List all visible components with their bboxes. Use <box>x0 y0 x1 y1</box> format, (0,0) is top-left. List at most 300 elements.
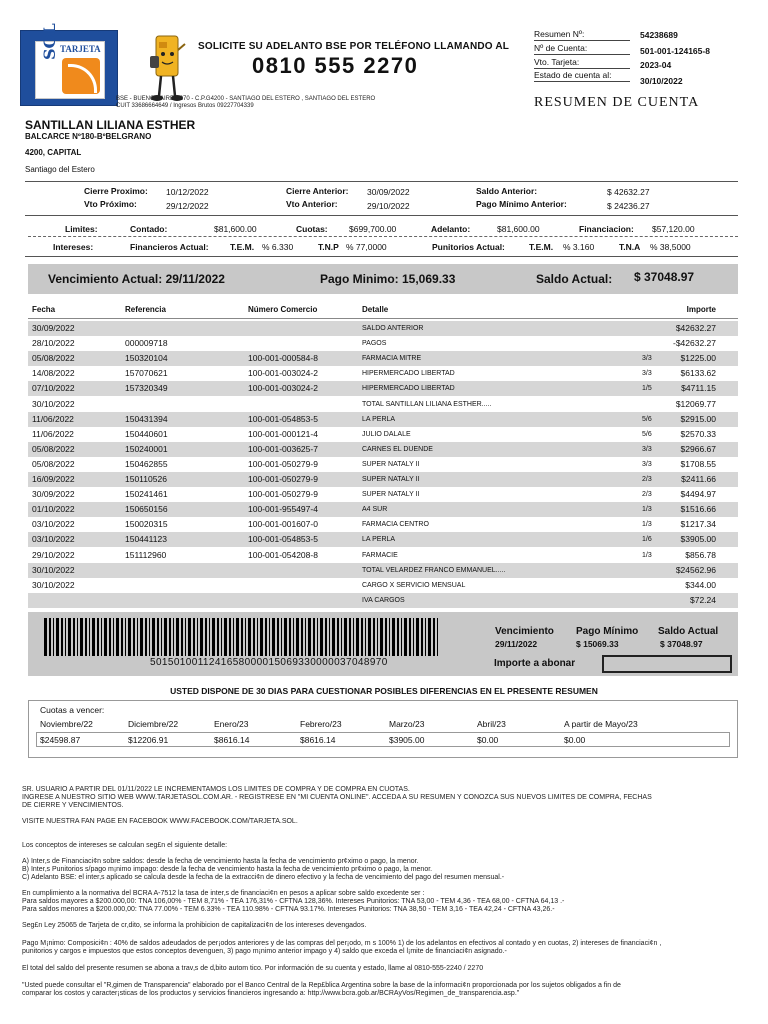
barcode-bar <box>77 618 78 656</box>
tarjeta-sol-logo <box>20 23 118 106</box>
barcode-bar <box>101 618 102 656</box>
row-referencia: 150320104 <box>125 353 168 364</box>
barcode-bar <box>269 618 270 656</box>
barcode-bar <box>277 618 279 656</box>
barcode-bar <box>133 618 135 656</box>
row-detalle: TOTAL SANTILLAN LILIANA ESTHER..... <box>362 400 492 408</box>
saldo-actual: $ 37048.97 <box>634 270 695 284</box>
barcode-bar <box>169 618 171 656</box>
barcode-bar <box>68 618 71 656</box>
table-row <box>28 366 738 381</box>
tna-value: % 38,5000 <box>650 242 691 252</box>
row-cuota: 3/3 <box>642 370 652 378</box>
tem-value: % 6.330 <box>262 242 294 252</box>
row-detalle: HIPERMERCADO LIBERTAD <box>362 370 455 378</box>
table-row <box>28 502 738 517</box>
barcode-bar <box>236 618 239 656</box>
row-detalle: SUPER NATALY II <box>362 476 420 483</box>
pago-minimo-actual: Pago Minimo: 15,069.33 <box>320 272 456 286</box>
row-referencia: 150441123 <box>125 534 167 545</box>
barcode-bar <box>61 618 63 656</box>
barcode-number: 5015010011241658000015069330000037048970 <box>150 657 388 668</box>
barcode-bar <box>409 618 411 656</box>
footer-line: El total del saldo del presente resumen se abona a trav‚s de d‚bito autom tico. Por información de su cuenta y estado, llame al 0810-555-2240 / 2270 <box>22 965 484 972</box>
barcode-bar <box>361 618 363 656</box>
row-importe: $6133.62 <box>680 368 716 379</box>
row-fecha: 11/06/2022 <box>32 413 74 424</box>
row-comercio: 100-001-955497-4 <box>248 504 318 515</box>
saldo-anterior: $ 42632.27 <box>607 187 650 197</box>
row-fecha: 30/10/2022 <box>32 398 75 409</box>
dispute-notice: USTED DISPONE DE 30 DIAS PARA CUESTIONAR POSIBLES DIFERENCIAS EN EL PRESENTE RESUMEN <box>170 686 598 696</box>
footer-line: Para saldos mayores a $200.000,00: TNA 106,00% - TEM 8,71% - TEA 176,31% - CFTNA 128,36%. Intereses Punitorios: TNA 53,00 - TEM 4,36 - TEA 68,00 - CFTNA 64,13 .- <box>22 898 565 905</box>
table-row <box>28 381 738 396</box>
row-importe: $24562.96 <box>675 564 716 575</box>
cierre-anterior: 30/09/2022 <box>367 187 410 197</box>
barcode-bar <box>229 618 231 656</box>
intereses-label: Intereses: <box>53 242 94 252</box>
footer-line: INGRESE A NUESTRO SITIO WEB WWW.TARJETASOL.COM.AR. - REGISTRESE EN "MI CUENTA ONLINE". ACCEDA A SU RESUMEN Y CONOZCA SUS NUEVOS LIMITES DE COMPRA, FECHAS <box>22 794 652 801</box>
barcode-bar <box>164 618 167 656</box>
row-comercio: 100-001-050279-9 <box>248 458 318 469</box>
barcode-bar <box>397 618 399 656</box>
row-cuota: 5/6 <box>642 430 652 438</box>
row-fecha: 05/08/2022 <box>32 458 75 469</box>
barcode-bar <box>185 618 186 656</box>
barcode-bar <box>245 618 246 656</box>
row-comercio: 100-001-000121-4 <box>248 428 318 439</box>
table-row <box>28 427 738 442</box>
row-importe: $2411.66 <box>681 474 716 484</box>
footer-line: Pago M¡nimo: Composici¢n : 40% de saldos adeudados de per¡odos anteriores y de las compras del per¡odo, m s 100% 1) de los adelantos en efectivos al contado y en cuotas, 2) intereses de financiaci¢n , <box>22 940 662 947</box>
row-importe: $2570.33 <box>680 428 716 439</box>
row-comercio: 100-001-003024-2 <box>248 368 318 379</box>
footer-line: Seg£n Ley 25065 de Tarjeta de cr‚dito, se informa la prohibicion de capitalizaci¢n de los intereses devengados. <box>22 922 367 929</box>
barcode-bar <box>253 618 255 656</box>
footer-line: "Usted puede consultar el "R‚gimen de Transparencia" elaborado por el Banco Central de la Rep£blica Argentina sobre la base de la informaci¢n proporcionada por los sujetos obligados a fin de <box>22 982 621 989</box>
tnp-value: % 77,0000 <box>346 242 387 252</box>
barcode-bar <box>205 618 207 656</box>
table-row <box>28 457 738 472</box>
row-cuota: 1/3 <box>642 506 652 514</box>
barcode-bar <box>325 618 327 656</box>
importe-abonar-label: Importe a abonar <box>494 658 576 669</box>
cuotas-title: Cuotas a vencer: <box>40 705 105 715</box>
row-referencia: 157320349 <box>125 383 168 394</box>
row-fecha: 05/08/2022 <box>32 353 75 364</box>
barcode-bar <box>173 618 174 656</box>
tna-label: T.N.A <box>619 242 641 252</box>
barcode-bar <box>56 618 59 656</box>
pay-pago-minimo-label: Pago Mínimo <box>576 626 639 637</box>
barcode-bar <box>73 618 75 656</box>
row-importe: $12069.77 <box>675 398 716 409</box>
row-importe: $1225.00 <box>680 353 716 364</box>
row-cuota: 3/3 <box>642 460 652 468</box>
barcode-bar <box>353 618 354 656</box>
cuota-month: Diciembre/22 <box>128 719 179 729</box>
row-fecha: 01/10/2022 <box>32 504 75 515</box>
row-comercio: 100-001-001607-0 <box>248 519 318 530</box>
barcode-bar <box>85 618 87 656</box>
current-status-band <box>28 264 738 294</box>
row-detalle: FARMACIA CENTRO <box>362 521 429 529</box>
barcode-bar <box>344 618 347 656</box>
pay-saldo: $ 37048.97 <box>660 639 703 649</box>
cuota-month: Febrero/23 <box>300 719 342 729</box>
card-expiry-label: Vto. Tarjeta: <box>534 57 580 67</box>
barcode-bar <box>272 618 275 656</box>
barcode-bar <box>380 618 383 656</box>
row-fecha: 30/10/2022 <box>32 579 75 590</box>
barcode-bar <box>329 618 330 656</box>
barcode-bar <box>224 618 227 656</box>
cuota-amount: $0.00 <box>564 735 586 745</box>
row-cuota: 5/6 <box>642 415 652 423</box>
row-referencia: 150110526 <box>125 474 167 484</box>
card-mascot-icon <box>148 30 188 104</box>
row-comercio: 100-001-054208-8 <box>248 549 318 560</box>
barcode-bar <box>80 618 83 656</box>
barcode-bar <box>140 618 143 656</box>
cuota-month: Abril/23 <box>477 719 506 729</box>
footer-line: Los conceptos de intereses se calculan seg£n el siguiente detalle: <box>22 842 228 849</box>
row-importe: $856.78 <box>685 549 716 560</box>
row-cuota: 3/3 <box>642 355 652 363</box>
row-detalle: JULIO DALALE <box>362 430 411 438</box>
row-fecha: 11/06/2022 <box>32 428 74 439</box>
row-importe: $72.24 <box>690 594 716 605</box>
transactions-header <box>28 302 738 318</box>
barcode-bar <box>392 618 395 656</box>
row-referencia: 150440601 <box>125 428 168 439</box>
customer-postal: 4200, CAPITAL <box>25 148 82 157</box>
pay-saldo-label: Saldo Actual <box>658 626 719 637</box>
barcode-bar <box>200 618 203 656</box>
card-expiry: 2023-04 <box>640 60 672 70</box>
barcode-bar <box>301 618 303 656</box>
barcode-bar <box>293 618 294 656</box>
row-comercio: 100-001-000584-8 <box>248 353 318 364</box>
barcode-bar <box>109 618 111 656</box>
barcode-bar <box>337 618 339 656</box>
cuota-amount: $8616.14 <box>214 735 250 745</box>
barcode-bar <box>188 618 191 656</box>
barcode-bar <box>53 618 54 656</box>
row-importe: $4494.97 <box>680 489 716 500</box>
row-detalle: CARNES EL DUENDE <box>362 445 433 453</box>
row-detalle: FARMACIA MITRE <box>362 355 422 363</box>
row-cuota: 2/3 <box>642 476 652 483</box>
pay-vencimiento-label: Vencimiento <box>495 626 554 637</box>
row-referencia: 150241461 <box>125 489 168 500</box>
table-row <box>28 593 738 608</box>
row-importe: $2966.67 <box>680 443 716 454</box>
barcode-bar <box>113 618 114 656</box>
footer-line: Para saldos menores a $200.000,00: TNA 77.00% - TEM 6.33% - TEA 110.98% - CFTNA 93.17%. Intereses Punitorios: TNA 38,50 - TEM 3,16 - TEA 42,24 - CFTNA 43,26.- <box>22 906 555 913</box>
punitorios-actual-label: Punitorios Actual: <box>432 242 505 252</box>
cuota-month: Noviembre/22 <box>40 719 93 729</box>
footer-line: comparar los costos y caracter¡sticas de los productos y servicios financieros ingresando a: http://www.bcra.gob.ar/BCRAyVos/Regimen_de_transparencia.asp." <box>22 990 520 997</box>
barcode-bar <box>217 618 219 656</box>
table-row <box>28 442 738 457</box>
barcode-bar <box>89 618 90 656</box>
barcode-bar <box>437 618 438 656</box>
table-row <box>28 563 738 578</box>
footer-line: B) Inter‚s Punitorios s/pago m¡nimo impago: desde la fecha de vencimiento hasta la fecha de vencimiento pr¢ximo o pago, la menor. <box>22 866 433 873</box>
row-importe: $1516.66 <box>680 504 716 515</box>
barcode-bar <box>212 618 215 656</box>
barcode-bar <box>241 618 243 656</box>
col-numero-comercio: Número Comercio <box>248 305 318 314</box>
table-row <box>28 578 738 593</box>
resumen-title: RESUMEN DE CUENTA <box>534 95 700 110</box>
financieros-actual-label: Financieros Actual: <box>130 242 209 252</box>
cierre-proximo: 10/12/2022 <box>166 187 209 197</box>
barcode-bar <box>313 618 315 656</box>
row-detalle: IVA CARGOS <box>362 596 405 604</box>
cierre-proximo-label: Cierre Proximo: <box>84 186 148 196</box>
phone-title: SOLICITE SU ADELANTO BSE POR TELÉFONO LLAMANDO AL <box>198 41 510 52</box>
footer-line: En cumplimiento a la normativa del BCRA A-7512 la tasa de inter‚s de financiaci¢n en pesos a aplicar sobre saldo excedente ser : <box>22 890 425 897</box>
limites-label: Limites: <box>65 224 98 234</box>
barcode-bar <box>349 618 351 656</box>
row-importe: $42632.27 <box>675 323 716 333</box>
barcode-bar <box>92 618 95 656</box>
barcode-bar <box>317 618 318 656</box>
barcode-bar <box>104 618 107 656</box>
row-detalle: FARMACIE <box>362 551 398 559</box>
row-referencia: 150462855 <box>125 458 168 469</box>
row-comercio: 100-001-054853-5 <box>248 413 318 424</box>
footer-line: A) Inter‚s de Financiaci¢n sobre saldos: desde la fecha de vencimiento hasta la fecha de vencimiento pr¢ximo o pago, la menor. <box>22 858 419 865</box>
tem2-value: % 3.160 <box>563 242 595 252</box>
barcode-bar <box>181 618 183 656</box>
row-fecha: 14/08/2022 <box>32 368 75 379</box>
pago-minimo-anterior: $ 24236.27 <box>607 201 650 211</box>
row-referencia: 150240001 <box>125 443 168 454</box>
barcode-bar <box>413 618 414 656</box>
row-detalle: SUPER NATALY II <box>362 460 420 468</box>
barcode-bar <box>377 618 378 656</box>
row-detalle: HIPERMERCADO LIBERTAD <box>362 385 455 393</box>
cuota-month: A partir de Mayo/23 <box>564 719 638 729</box>
row-comercio: 100-001-050279-9 <box>248 489 318 500</box>
customer-name: SANTILLAN LILIANA ESTHER <box>25 118 196 132</box>
barcode-bar <box>385 618 387 656</box>
row-fecha: 30/09/2022 <box>32 323 75 333</box>
footer-line: punitorios y cargos e impuestos que estos conceptos devenguen, 3) pago m¡nimo anterior impago y 4) saldo que exceda el l¡mite de financiaci¢n asignado.- <box>22 948 507 955</box>
table-row <box>28 517 738 532</box>
vto-anterior-label: Vto Anterior: <box>286 199 338 209</box>
row-importe: -$42632.27 <box>672 338 716 349</box>
barcode-bar <box>265 618 267 656</box>
barcode-bar <box>305 618 306 656</box>
row-fecha: 03/10/2022 <box>32 519 75 530</box>
barcode-bar <box>428 618 431 656</box>
row-fecha: 30/10/2022 <box>32 564 75 575</box>
table-row <box>28 321 738 336</box>
table-row <box>28 351 738 366</box>
row-referencia: 157070621 <box>125 368 168 379</box>
barcode-bar <box>332 618 335 656</box>
row-referencia: 151112960 <box>125 549 167 560</box>
row-cuota: 1/3 <box>642 551 652 559</box>
barcode-bar <box>116 618 119 656</box>
cuota-amount: $12206.91 <box>128 735 169 745</box>
row-comercio: 100-001-050279-9 <box>248 474 318 484</box>
barcode-bar <box>248 618 251 656</box>
cuotas-a-vencer <box>28 700 738 758</box>
barcode-bar <box>121 618 123 656</box>
cierre-anterior-label: Cierre Anterior: <box>286 186 349 196</box>
row-comercio: 100-001-003625-7 <box>248 443 318 454</box>
barcode-bar <box>137 618 138 656</box>
barcode-bar <box>281 618 282 656</box>
row-importe: $344.00 <box>685 579 716 590</box>
table-row <box>28 487 738 502</box>
signal-wave-icon <box>62 58 100 94</box>
logo-sol-text: SOL <box>40 23 59 60</box>
row-detalle: SUPER NATALY II <box>362 491 420 499</box>
tem-label: T.E.M. <box>230 242 255 252</box>
footer-line: SR. USUARIO A PARTIR DEL 01/11/2022 LE INCREMENTAMOS LOS LIMITES DE COMPRA Y DE COMPRA EN CUOTAS. <box>22 786 410 793</box>
saldo-actual-label: Saldo Actual: <box>536 272 613 286</box>
table-row <box>28 412 738 427</box>
logo-tarjeta-text: TARJETA <box>60 44 101 54</box>
customer-street: BALCARCE Nº180-BºBELGRANO <box>25 132 152 141</box>
row-detalle: SALDO ANTERIOR <box>362 325 424 332</box>
row-importe: $1708.55 <box>680 458 716 469</box>
barcode-bar <box>209 618 210 656</box>
col-fecha: Fecha <box>32 305 56 314</box>
barcode-bar <box>373 618 375 656</box>
barcode-bar <box>161 618 162 656</box>
row-importe: $3905.00 <box>680 534 716 545</box>
row-fecha: 05/08/2022 <box>32 443 75 454</box>
row-detalle: CARGO X SERVICIO MENSUAL <box>362 581 466 589</box>
barcode-bar <box>320 618 323 656</box>
importe-abonar-field <box>602 655 732 673</box>
row-referencia: 150020315 <box>125 519 168 530</box>
barcode-bar <box>152 618 155 656</box>
cuota-month: Enero/23 <box>214 719 249 729</box>
barcode <box>44 618 438 656</box>
footer-line: DE CIERRE Y VENCIMIENTOS. <box>22 802 124 809</box>
statement-date-label: Estado de cuenta al: <box>534 70 612 80</box>
barcode-bar <box>284 618 287 656</box>
row-importe: $4711.15 <box>681 383 716 394</box>
barcode-bar <box>365 618 366 656</box>
row-cuota: 3/3 <box>642 445 652 453</box>
vencimiento-actual: Vencimiento Actual: 29/11/2022 <box>48 272 225 286</box>
row-detalle: PAGOS <box>362 340 387 348</box>
row-fecha: 07/10/2022 <box>32 383 75 394</box>
adelanto-limit: $81,600.00 <box>497 224 540 234</box>
barcode-bar <box>145 618 147 656</box>
cuota-amount: $3905.00 <box>389 735 425 745</box>
customer-city: Santiago del Estero <box>25 165 95 174</box>
barcode-bar <box>257 618 258 656</box>
cuota-amount: $24598.87 <box>40 735 81 745</box>
barcode-bar <box>197 618 198 656</box>
tem2-label: T.E.M. <box>529 242 554 252</box>
barcode-bar <box>65 618 66 656</box>
statement-date: 30/10/2022 <box>640 76 683 86</box>
row-cuota: 1/3 <box>642 521 652 529</box>
vto-anterior: 29/10/2022 <box>367 201 410 211</box>
barcode-bar <box>289 618 291 656</box>
barcode-bar <box>308 618 311 656</box>
barcode-bar <box>416 618 419 656</box>
vto-proximo-label: Vto Próximo: <box>84 199 137 209</box>
financiacion-limit: $57,120.00 <box>652 224 695 234</box>
row-fecha: 30/09/2022 <box>32 489 75 500</box>
barcode-bar <box>128 618 131 656</box>
barcode-bar <box>193 618 195 656</box>
barcode-bar <box>176 618 179 656</box>
row-referencia: 150431394 <box>125 413 168 424</box>
contado-limit: $81,600.00 <box>214 224 257 234</box>
row-fecha: 16/09/2022 <box>32 474 75 484</box>
barcode-bar <box>149 618 150 656</box>
row-comercio: 100-001-054853-5 <box>248 534 318 545</box>
cuota-amount: $0.00 <box>477 735 499 745</box>
row-referencia: 150650156 <box>125 504 168 515</box>
barcode-bar <box>296 618 299 656</box>
barcode-bar <box>44 618 47 656</box>
barcode-bar <box>221 618 222 656</box>
barcode-bar <box>389 618 390 656</box>
pay-pago-minimo: $ 15069.33 <box>576 639 619 649</box>
row-cuota: 1/6 <box>642 536 652 544</box>
barcode-bar <box>97 618 99 656</box>
row-importe: $2915.00 <box>680 413 716 424</box>
account-number-label: Nº de Cuenta: <box>534 43 588 53</box>
col-importe: Importe <box>686 305 716 314</box>
row-detalle: LA PERLA <box>362 536 396 544</box>
row-importe: $1217.34 <box>680 519 716 530</box>
barcode-bar <box>125 618 126 656</box>
barcode-bar <box>401 618 402 656</box>
barcode-bar <box>433 618 435 656</box>
col-referencia: Referencia <box>125 305 166 314</box>
table-row <box>28 472 738 487</box>
financiacion-label: Financiacion: <box>579 224 634 234</box>
company-address: BSE - BUENOS AIRES 270 - C.P.G4200 - SANTIAGO DEL ESTERO , SANTIAGO DEL ESTERO CUIT 33686664649 / Ingresos Brutos 09227704339 <box>116 96 376 109</box>
barcode-bar <box>421 618 423 656</box>
row-fecha: 03/10/2022 <box>32 534 75 545</box>
adelanto-label: Adelanto: <box>431 224 471 234</box>
resumen-number: 54238689 <box>640 30 678 40</box>
contado-label: Contado: <box>130 224 168 234</box>
footer-line: VISITE NUESTRA FAN PAGE EN FACEBOOK WWW.FACEBOOK.COM/TARJETA.SOL. <box>22 818 298 825</box>
table-row <box>28 336 738 351</box>
saldo-anterior-label: Saldo Anterior: <box>476 186 538 196</box>
cuota-month: Marzo/23 <box>389 719 425 729</box>
pago-minimo-anterior-label: Pago Mínimo Anterior: <box>476 199 567 209</box>
row-detalle: LA PERLA <box>362 415 396 423</box>
vto-proximo: 29/12/2022 <box>166 201 209 211</box>
barcode-bar <box>233 618 234 656</box>
footer-line: C) Adelanto BSE: el inter‚s aplicado se calcula desde la fecha de la extracci¢n de dinero efectivo y la fecha de vencimiento del pago del resumen mensual.- <box>22 874 505 881</box>
table-row <box>28 532 738 547</box>
row-fecha: 29/10/2022 <box>32 549 75 560</box>
table-row <box>28 548 738 563</box>
cuota-amount: $8616.14 <box>300 735 336 745</box>
barcode-bar <box>260 618 263 656</box>
barcode-bar <box>368 618 371 656</box>
